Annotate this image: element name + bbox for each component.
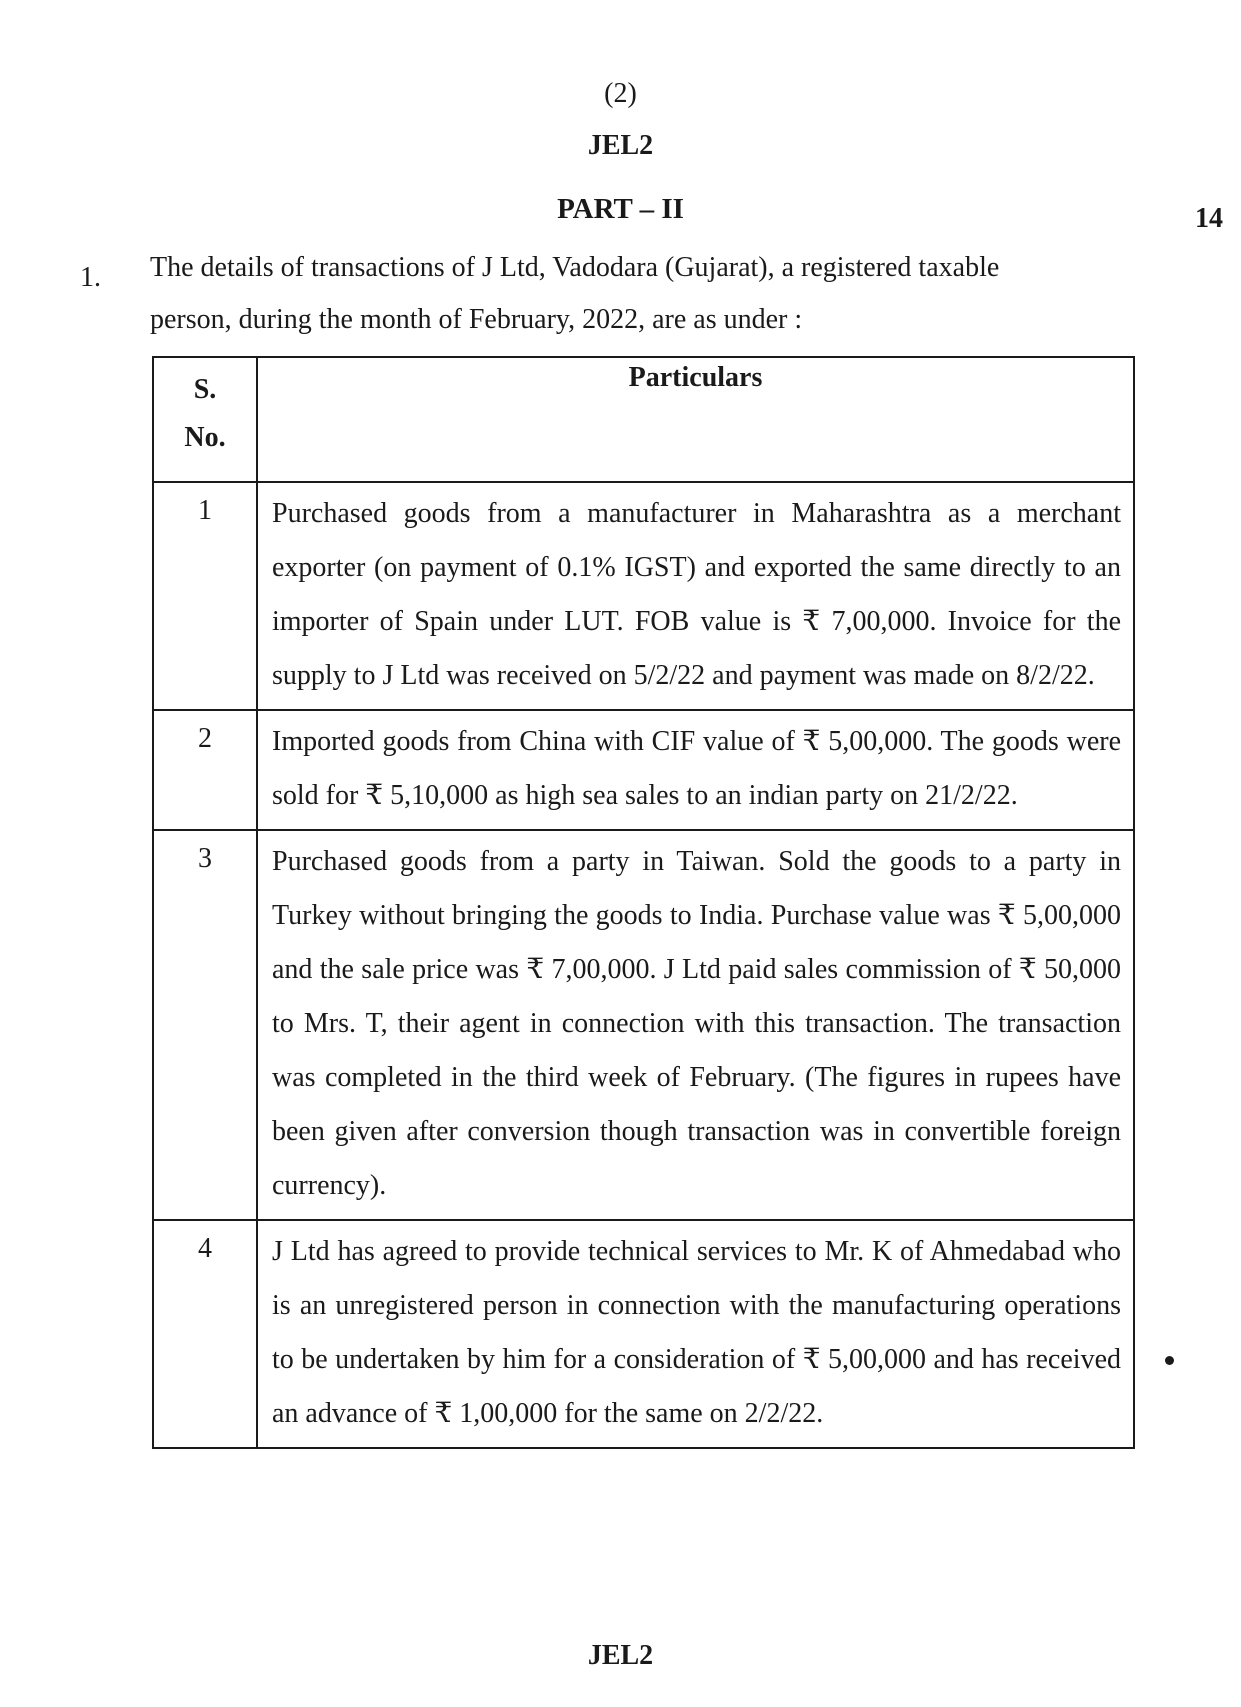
row-sno: 2 (153, 710, 257, 830)
question-marks: 14 (1195, 203, 1223, 234)
transactions-table (152, 356, 1135, 1449)
row-particulars: J Ltd has agreed to provide technical services to Mr. K of Ahmedabad who is an unregistered person in connection with the manufacturing operations to be undertaken by him for a consideration of ₹ 5,00,000 and has received an advance of ₹ 1,00,000 for the same on 2/2/22. (257, 1220, 1134, 1448)
row-particulars: Imported goods from China with CIF value of ₹ 5,00,000. The goods were sold for ₹ 5,10,000 as high sea sales to an indian party on 21/2/22. (257, 710, 1134, 830)
paper-code-footer: JEL2 (587, 1640, 654, 1671)
part-title: PART – II (557, 193, 684, 225)
row-particulars: Purchased goods from a manufacturer in Maharashtra as a merchant exporter (on payment of 0.1% IGST) and exported the same directly to an importer of Spain under LUT. FOB value is ₹ 7,00,000. Invoice for the supply to J Ltd was received on 5/2/22 and payment was made on 8/2/22. (257, 482, 1134, 710)
table-row (153, 710, 1134, 830)
header-sno (153, 357, 257, 482)
table-row (153, 482, 1134, 710)
table-row (153, 830, 1134, 1220)
row-sno: 3 (153, 830, 257, 1220)
paper-code-header: JEL2 (587, 130, 654, 161)
question-intro-line-1: The details of transactions of J Ltd, Vadodara (Gujarat), a registered taxable (150, 252, 1000, 283)
question-intro-line-2: person, during the month of February, 2022, are as under : (150, 304, 803, 335)
header-sno-line-2: No. (184, 422, 226, 453)
header-particulars: Particulars (257, 357, 1134, 482)
page-number: (2) (604, 78, 637, 109)
question-number: 1. (80, 262, 101, 293)
bullet-mark (1165, 1356, 1174, 1365)
table-row (153, 1220, 1134, 1448)
row-sno: 4 (153, 1220, 257, 1448)
row-sno: 1 (153, 482, 257, 710)
table-header-row (153, 357, 1134, 482)
header-sno-line-1: S. (193, 374, 217, 405)
question-intro (150, 242, 1140, 346)
row-particulars: Purchased goods from a party in Taiwan. Sold the goods to a party in Turkey without bringing the goods to India. Purchase value was ₹ 5,00,000 and the sale price was ₹ 7,00,000. J Ltd paid sales commission of ₹ 50,000 to Mrs. T, their agent in connection with this transaction. The transaction was completed in the third week of February. (The figures in rupees have been given after conversion though transaction was in convertible foreign currency). (257, 830, 1134, 1220)
